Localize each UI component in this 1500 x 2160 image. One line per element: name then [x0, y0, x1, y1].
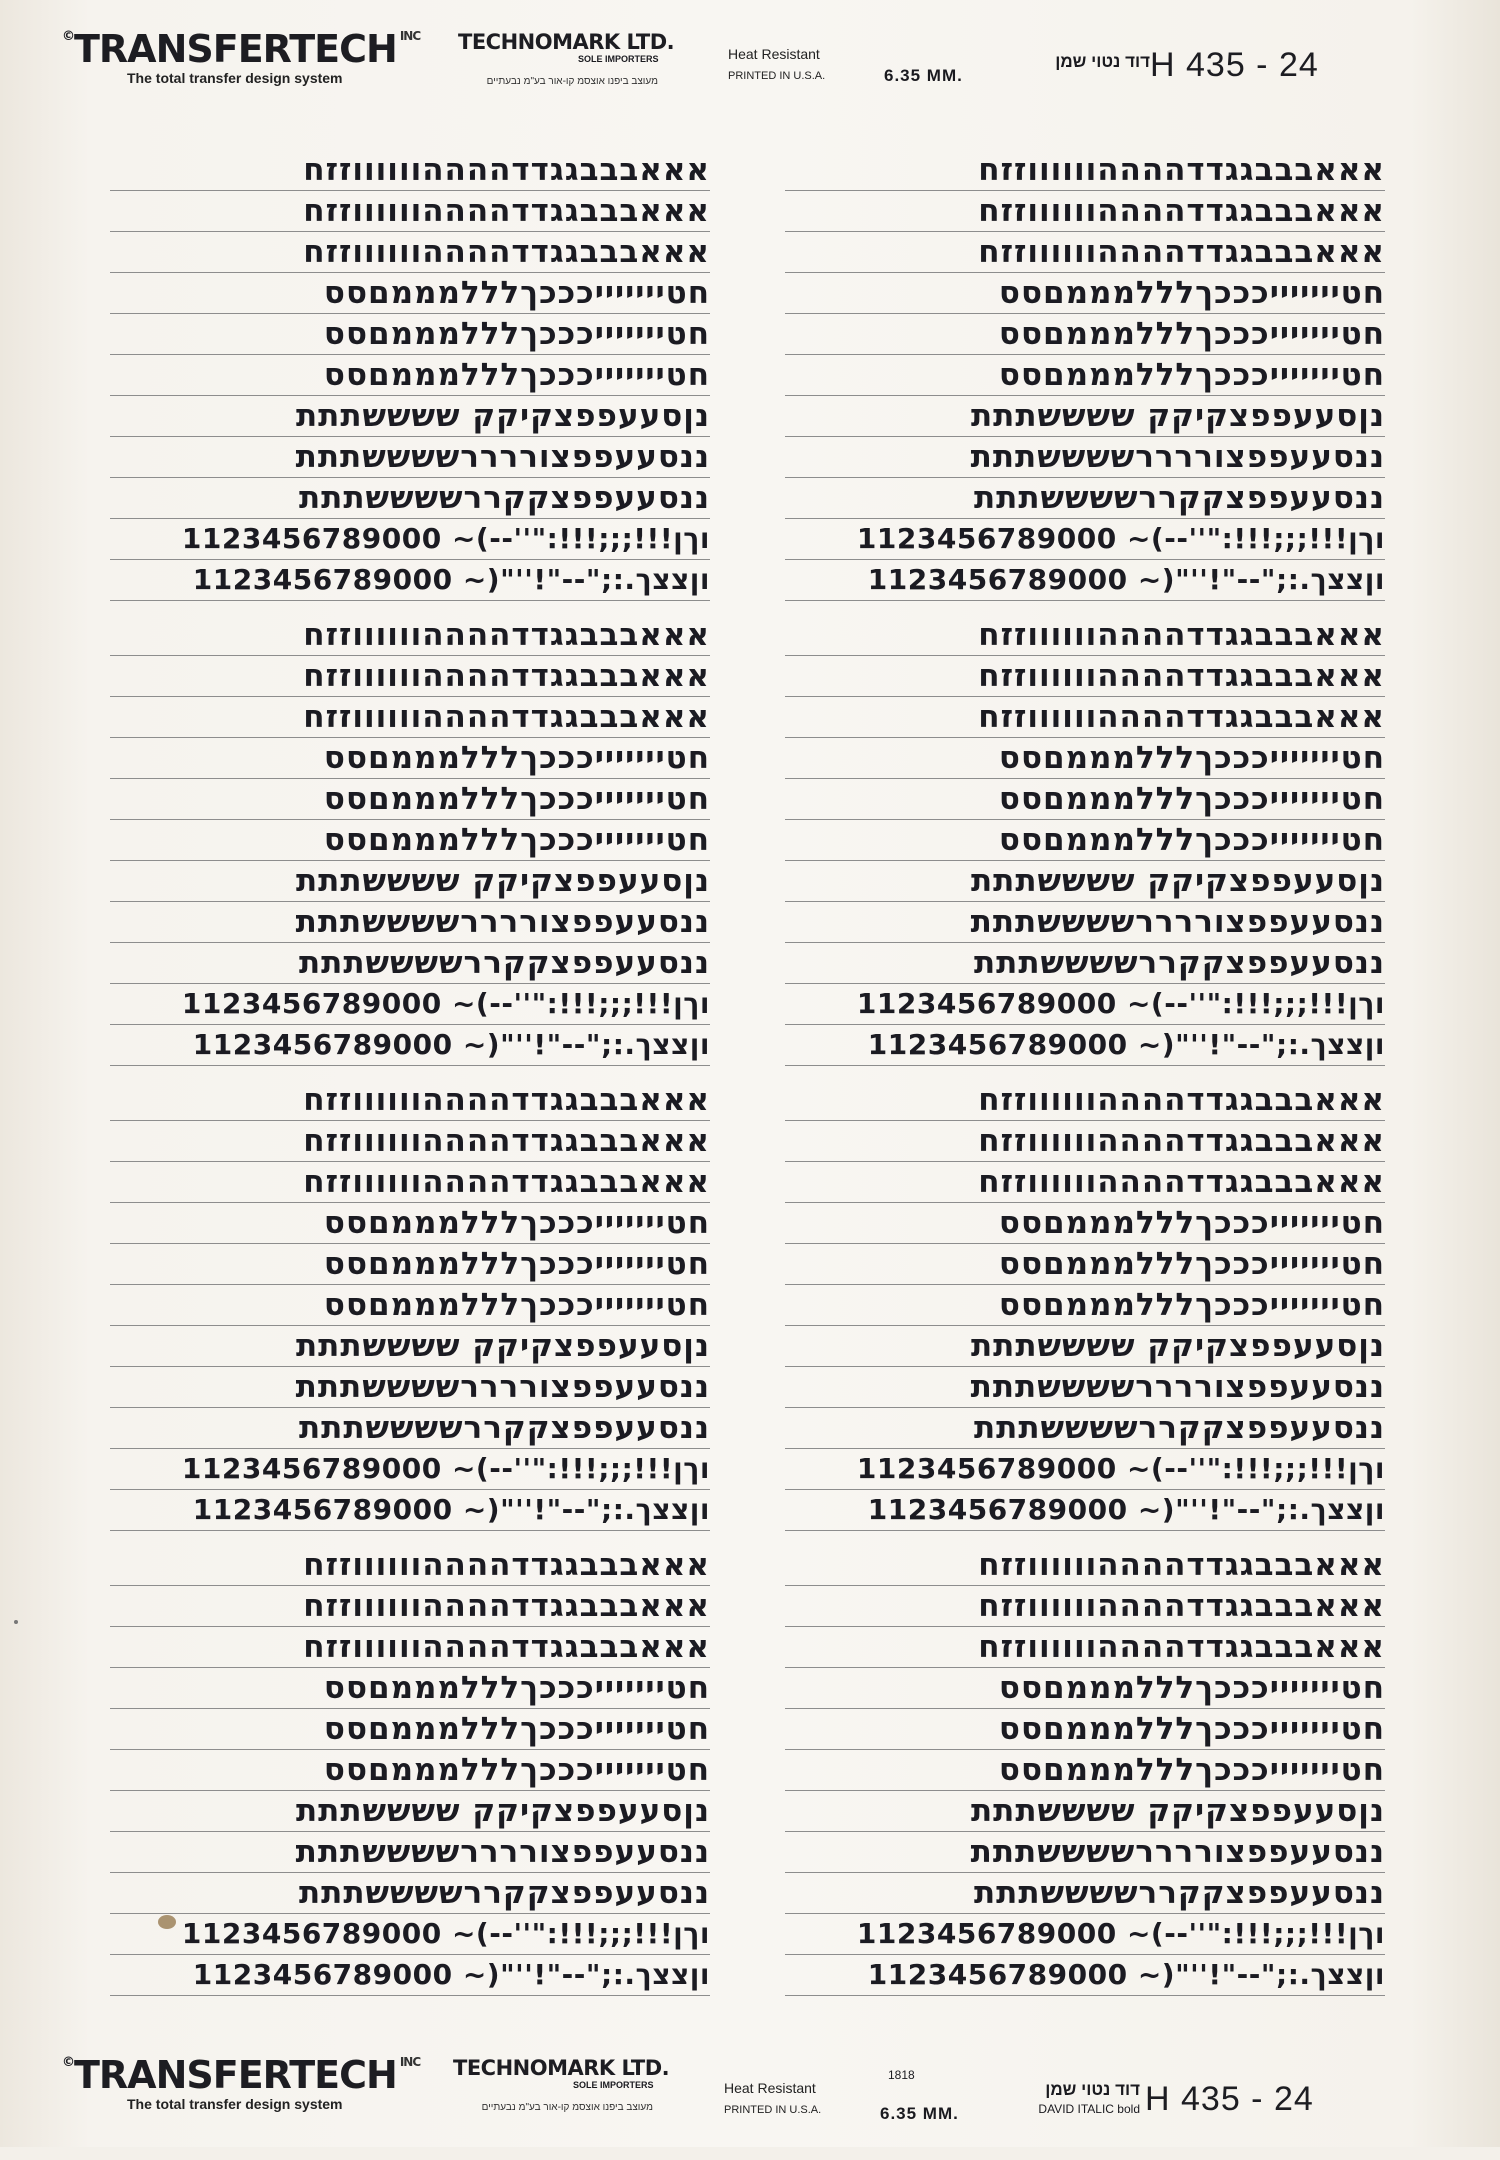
glyph-row[interactable] [110, 779, 710, 820]
glyph-row-text: חטיייייייכככךלללמממםסס [998, 357, 1385, 393]
glyph-row-text: נןסעעפפצקיקק ששששתתת [970, 1328, 1385, 1364]
glyph-row[interactable] [785, 820, 1385, 861]
glyph-row[interactable] [785, 1668, 1385, 1709]
glyph-row[interactable] [110, 478, 710, 519]
glyph-row[interactable] [110, 1244, 710, 1285]
glyph-row[interactable] [785, 1367, 1385, 1408]
glyph-row[interactable] [110, 1490, 710, 1531]
glyph-row[interactable] [110, 355, 710, 396]
glyph-row-text: ננסעעפפצקקררששששתתת [298, 480, 710, 516]
glyph-row[interactable] [110, 984, 710, 1025]
glyph-row[interactable] [785, 1025, 1385, 1066]
glyph-row[interactable] [785, 1449, 1385, 1490]
glyph-row-text: אאאבבבגגדדההההווווווזזח [978, 1629, 1385, 1665]
glyph-row[interactable] [785, 1914, 1385, 1955]
glyph-row-text: אאאבבבגגדדההההווווווזזח [303, 234, 710, 270]
glyph-row[interactable] [110, 1791, 710, 1832]
glyph-row-text: חטיייייייכככךלללמממםסס [998, 1711, 1385, 1747]
glyph-row[interactable] [785, 232, 1385, 273]
glyph-row-text: וךן!!!;;;!!!:"''--)~ 1123456789000 [181, 522, 710, 555]
glyph-row[interactable] [110, 437, 710, 478]
sheet-header-bottom [0, 2050, 1500, 2160]
heat-info [728, 46, 825, 82]
glyph-row[interactable] [785, 984, 1385, 1025]
glyph-row[interactable] [785, 902, 1385, 943]
glyph-row[interactable] [110, 1285, 710, 1326]
glyph-row[interactable] [785, 1490, 1385, 1531]
glyph-row-text: חטיייייייכככךלללמממםסס [998, 781, 1385, 817]
glyph-row-text: וןצצך.:;"--"!''"(~ 1123456789000 [867, 1958, 1385, 1991]
font-name [1010, 52, 1150, 72]
glyph-row[interactable] [110, 1955, 710, 1996]
glyph-row[interactable] [110, 1668, 710, 1709]
glyph-row-text: אאאבבבגגדדההההווווווזזח [978, 1164, 1385, 1200]
glyph-row[interactable] [785, 1627, 1385, 1668]
glyph-row[interactable] [110, 1367, 710, 1408]
glyph-row-text: חטיייייייכככךלללמממםסס [323, 740, 710, 776]
glyph-row-text: אאאבבבגגדדההההווווווזזח [978, 152, 1385, 188]
sheet-code: H 435 - 24 [1145, 2080, 1314, 2118]
glyph-row[interactable] [785, 1408, 1385, 1449]
size-label: 6.35 MM. [884, 66, 963, 85]
glyph-row[interactable] [785, 1545, 1385, 1586]
glyph-row[interactable] [110, 902, 710, 943]
glyph-row-text: אאאבבבגגדדההההווווווזזח [303, 658, 710, 694]
printed-label: PRINTED IN U.S.A. [728, 70, 826, 82]
glyph-row-text: נןסעעפפצקיקק ששששתתת [970, 1793, 1385, 1829]
glyph-row[interactable] [785, 861, 1385, 902]
glyph-row[interactable] [110, 1408, 710, 1449]
glyph-row[interactable] [110, 738, 710, 779]
glyph-row-text: אאאבבבגגדדההההווווווזזח [303, 152, 710, 188]
glyph-row[interactable] [785, 779, 1385, 820]
letter-block-right-1 [785, 150, 1385, 601]
glyph-row-text: ננסעעפפצקקררששששתתת [298, 1410, 710, 1446]
glyph-row-text: ננסעעפפצקקררששששתתת [973, 1875, 1385, 1911]
font-name-hebrew: דוד נטוי שמן [1045, 2080, 1140, 2099]
glyph-row[interactable] [110, 1914, 710, 1955]
glyph-row[interactable] [785, 560, 1385, 601]
glyph-row[interactable] [110, 1545, 710, 1586]
glyph-row[interactable] [785, 191, 1385, 232]
glyph-row[interactable] [785, 1162, 1385, 1203]
brand-inc: INC [399, 29, 421, 43]
glyph-row[interactable] [785, 1121, 1385, 1162]
glyph-row-text: ננסעעפפצקקררששששתתת [973, 1410, 1385, 1446]
glyph-row-text: אאאבבבגגדדההההווווווזזח [978, 1123, 1385, 1159]
size-label: 6.35 MM. [880, 2104, 959, 2123]
glyph-row-text: חטיייייייכככךלללמממםסס [323, 275, 710, 311]
glyph-row-text: אאאבבבגגדדההההווווווזזח [978, 234, 1385, 270]
glyph-row[interactable] [785, 1080, 1385, 1121]
brand-tagline: The total transfer design system [127, 70, 343, 86]
glyph-row-text: ננסעעפפצוררררששששתתת [295, 1369, 710, 1405]
glyph-row-text: אאאבבבגגדדההההווווווזזח [303, 1082, 710, 1118]
glyph-row[interactable] [110, 1627, 710, 1668]
glyph-row[interactable] [110, 191, 710, 232]
glyph-row[interactable] [110, 1121, 710, 1162]
glyph-row-text: אאאבבבגגדדההההווווווזזח [303, 617, 710, 653]
glyph-row[interactable] [785, 478, 1385, 519]
glyph-row-text: אאאבבבגגדדההההווווווזזח [303, 193, 710, 229]
glyph-row-text: חטיייייייכככךלללמממםסס [998, 1670, 1385, 1706]
glyph-row[interactable] [785, 1791, 1385, 1832]
glyph-row[interactable] [110, 943, 710, 984]
glyph-row[interactable] [785, 1586, 1385, 1627]
letter-block-right-4 [785, 1545, 1385, 1996]
glyph-row[interactable] [785, 1873, 1385, 1914]
glyph-row-text: אאאבבבגגדדההההווווווזזח [303, 1164, 710, 1200]
glyph-row-text: אאאבבבגגדדההההווווווזזח [303, 699, 710, 735]
brand-tagline: The total transfer design system [127, 2096, 343, 2112]
glyph-row[interactable] [110, 656, 710, 697]
glyph-row-text: חטיייייייכככךלללמממםסס [323, 822, 710, 858]
glyph-row-text: אאאבבבגגדדההההווווווזזח [303, 1123, 710, 1159]
glyph-row-text: וךן!!!;;;!!!:"''--)~ 1123456789000 [856, 987, 1385, 1020]
glyph-row[interactable] [785, 1203, 1385, 1244]
glyph-row-text: אאאבבבגגדדההההווווווזזח [978, 1588, 1385, 1624]
importer-block [458, 32, 678, 87]
glyph-row[interactable] [785, 519, 1385, 560]
glyph-row-text: ננסעעפפצוררררששששתתת [970, 1834, 1385, 1870]
glyph-row-text: ננסעעפפצוררררששששתתת [295, 1834, 710, 1870]
glyph-row[interactable] [785, 355, 1385, 396]
glyph-row-text: וךן!!!;;;!!!:"''--)~ 1123456789000 [856, 1917, 1385, 1950]
brand-logo [62, 27, 421, 86]
glyph-row[interactable] [785, 615, 1385, 656]
glyph-row[interactable] [110, 560, 710, 601]
glyph-row[interactable] [785, 150, 1385, 191]
glyph-row[interactable] [110, 1832, 710, 1873]
glyph-row-text: וךן!!!;;;!!!:"''--)~ 1123456789000 [856, 522, 1385, 555]
heat-resistant-label: Heat Resistant [728, 46, 820, 62]
glyph-row-text: אאאבבבגגדדההההווווווזזח [978, 699, 1385, 735]
glyph-row-text: וןצצך.:;"--"!''"(~ 1123456789000 [192, 1493, 710, 1526]
importer-block-bottom [453, 2058, 673, 2113]
glyph-row[interactable] [785, 273, 1385, 314]
glyph-row[interactable] [110, 1709, 710, 1750]
glyph-row-text: חטיייייייכככךלללמממםסס [998, 822, 1385, 858]
glyph-row[interactable] [110, 1586, 710, 1627]
glyph-row-text: נןסעעפפצקיקק ששששתתת [295, 1328, 710, 1364]
glyph-row-text: ננסעעפפצוררררששששתתת [295, 904, 710, 940]
glyph-row-text: ננסעעפפצקקררששששתתת [973, 480, 1385, 516]
glyph-row[interactable] [110, 1326, 710, 1367]
glyph-row[interactable] [110, 273, 710, 314]
glyph-row-text: נןסעעפפצקיקק ששששתתת [970, 398, 1385, 434]
glyph-row[interactable] [110, 519, 710, 560]
glyph-row-text: נןסעעפפצקיקק ששששתתת [970, 863, 1385, 899]
small-code: 1818 [888, 2068, 915, 2082]
glyph-row-text: חטיייייייכככךלללמממםסס [998, 1246, 1385, 1282]
brand-name: TRANSFERTECH [74, 2053, 397, 2097]
glyph-row-text: וךן!!!;;;!!!:"''--)~ 1123456789000 [856, 1452, 1385, 1485]
glyph-row-text: חטיייייייכככךלללמממםסס [323, 781, 710, 817]
glyph-row[interactable] [785, 1326, 1385, 1367]
letter-block-right-3 [785, 1080, 1385, 1531]
glyph-row[interactable] [110, 1449, 710, 1490]
copyright-mark: © [62, 2055, 74, 2070]
glyph-row-text: חטיייייייכככךלללמממםסס [998, 1205, 1385, 1241]
glyph-row[interactable] [785, 697, 1385, 738]
glyph-row[interactable] [785, 314, 1385, 355]
glyph-row-text: חטיייייייכככךלללמממםסס [998, 1287, 1385, 1323]
glyph-row-text: ננסעעפפצקקררששששתתת [298, 945, 710, 981]
glyph-row-text: אאאבבבגגדדההההווווווזזח [978, 1082, 1385, 1118]
glyph-row-text: וךן!!!;;;!!!:"''--)~ 1123456789000 [181, 1452, 710, 1485]
glyph-row-text: ננסעעפפצוררררששששתתת [970, 904, 1385, 940]
letter-block-right-2 [785, 615, 1385, 1066]
letter-block-left-3 [110, 1080, 710, 1531]
glyph-row-text: וןצצך.:;"--"!''"(~ 1123456789000 [192, 1958, 710, 1991]
glyph-row[interactable] [110, 1750, 710, 1791]
glyph-row[interactable] [110, 615, 710, 656]
importer-sub: SOLE IMPORTERS [573, 2080, 654, 2090]
glyph-row[interactable] [110, 861, 710, 902]
glyph-row-text: חטיייייייכככךלללמממםסס [323, 1752, 710, 1788]
glyph-row-text: אאאבבבגגדדההההווווווזזח [303, 1629, 710, 1665]
glyph-row-text: חטיייייייכככךלללמממםסס [323, 1287, 710, 1323]
glyph-row[interactable] [110, 1203, 710, 1244]
glyph-row[interactable] [785, 943, 1385, 984]
glyph-row[interactable] [110, 1080, 710, 1121]
glyph-row-text: וןצצך.:;"--"!''"(~ 1123456789000 [192, 563, 710, 596]
importer-name: TECHNOMARK LTD. [453, 2056, 670, 2080]
glyph-row-text: אאאבבבגגדדההההווווווזזח [978, 1547, 1385, 1583]
glyph-row[interactable] [785, 1750, 1385, 1791]
letter-block-left-2 [110, 615, 710, 1066]
font-name-hebrew: דוד נטוי שמן [1055, 52, 1150, 71]
brand-name: TRANSFERTECH [74, 27, 397, 71]
glyph-row-text: נןסעעפפצקיקק ששששתתת [295, 863, 710, 899]
glyph-row[interactable] [785, 1709, 1385, 1750]
glyph-row[interactable] [110, 1162, 710, 1203]
glyph-row-text: וןצצך.:;"--"!''"(~ 1123456789000 [867, 1028, 1385, 1061]
importer-name: TECHNOMARK LTD. [458, 30, 675, 54]
glyph-row-text: ננסעעפפצקקררששששתתת [298, 1875, 710, 1911]
letter-block-left-4 [110, 1545, 710, 1996]
glyph-row-text: אאאבבבגגדדההההווווווזזח [978, 617, 1385, 653]
printed-label: PRINTED IN U.S.A. [724, 2104, 822, 2116]
heat-info-bottom [724, 2080, 821, 2116]
glyph-row[interactable] [785, 656, 1385, 697]
glyph-row[interactable] [785, 396, 1385, 437]
glyph-row-text: אאאבבבגגדדההההווווווזזח [303, 1547, 710, 1583]
glyph-row-text: וןצצך.:;"--"!''"(~ 1123456789000 [867, 563, 1385, 596]
glyph-row[interactable] [110, 232, 710, 273]
glyph-row[interactable] [110, 1873, 710, 1914]
glyph-row[interactable] [110, 314, 710, 355]
glyph-row-text: ננסעעפפצוררררששששתתת [970, 1369, 1385, 1405]
glyph-row[interactable] [785, 437, 1385, 478]
brand-logo-bottom [62, 2053, 421, 2112]
glyph-row-text: וךן!!!;;;!!!:"''--)~ 1123456789000 [181, 987, 710, 1020]
glyph-row-text: וןצצך.:;"--"!''"(~ 1123456789000 [192, 1028, 710, 1061]
glyph-row-text: אאאבבבגגדדההההווווווזזח [978, 658, 1385, 694]
glyph-row-text: ננסעעפפצקקררששששתתת [973, 945, 1385, 981]
glyph-row-text: חטיייייייכככךלללמממםסס [998, 316, 1385, 352]
glyph-row-text: חטיייייייכככךלללמממםסס [323, 316, 710, 352]
glyph-row-text: ננסעעפפצוררררששששתתת [295, 439, 710, 475]
heat-resistant-label: Heat Resistant [724, 2080, 816, 2096]
glyph-row-text: חטיייייייכככךלללמממםסס [998, 740, 1385, 776]
copyright-mark: © [62, 29, 74, 44]
glyph-row-text: חטיייייייכככךלללמממםסס [998, 1752, 1385, 1788]
font-name-english: DAVID ITALIC bold [1038, 2102, 1140, 2116]
glyph-row-text: נןסעעפפצקיקק ששששתתת [295, 1793, 710, 1829]
glyph-row[interactable] [785, 1832, 1385, 1873]
glyph-row[interactable] [785, 1244, 1385, 1285]
importer-hebrew: מעוצב ביפנו אוצסמ קו-אור בע"מ נבעתיים [481, 2102, 653, 2113]
glyph-row[interactable] [785, 1285, 1385, 1326]
importer-sub: SOLE IMPORTERS [578, 54, 659, 64]
glyph-row[interactable] [785, 738, 1385, 779]
glyph-row-text: חטיייייייכככךלללמממםסס [323, 357, 710, 393]
glyph-row-text: חטיייייייכככךלללמממםסס [998, 275, 1385, 311]
glyph-row[interactable] [110, 820, 710, 861]
speck-mark [14, 1620, 18, 1624]
font-name-bottom [990, 2080, 1140, 2116]
glyph-row[interactable] [785, 1955, 1385, 1996]
glyph-row[interactable] [110, 1025, 710, 1066]
glyph-row-text: אאאבבבגגדדההההווווווזזח [978, 193, 1385, 229]
glyph-row-text: וךן!!!;;;!!!:"''--)~ 1123456789000 [181, 1917, 710, 1950]
glyph-row[interactable] [110, 396, 710, 437]
glyph-row-text: חטיייייייכככךלללמממםסס [323, 1205, 710, 1241]
glyph-row-text: חטיייייייכככךלללמממםסס [323, 1246, 710, 1282]
importer-hebrew: מעוצב ביפנו אוצסמ קו-אור בע"מ נבעתיים [486, 76, 658, 87]
glyph-row-text: חטיייייייכככךלללמממםסס [323, 1711, 710, 1747]
stain-mark [158, 1915, 176, 1929]
glyph-row-text: נןסעעפפצקיקק ששששתתת [295, 398, 710, 434]
brand-inc: INC [399, 2055, 421, 2069]
glyph-row[interactable] [110, 150, 710, 191]
letter-block-left-1 [110, 150, 710, 601]
glyph-row[interactable] [110, 697, 710, 738]
sheet-code: H 435 - 24 [1150, 46, 1319, 84]
glyph-row-text: אאאבבבגגדדההההווווווזזח [303, 1588, 710, 1624]
sheet-header-top [0, 20, 1500, 130]
glyph-row-text: וןצצך.:;"--"!''"(~ 1123456789000 [867, 1493, 1385, 1526]
glyph-row-text: ננסעעפפצוררררששששתתת [970, 439, 1385, 475]
glyph-row-text: חטיייייייכככךלללמממםסס [323, 1670, 710, 1706]
